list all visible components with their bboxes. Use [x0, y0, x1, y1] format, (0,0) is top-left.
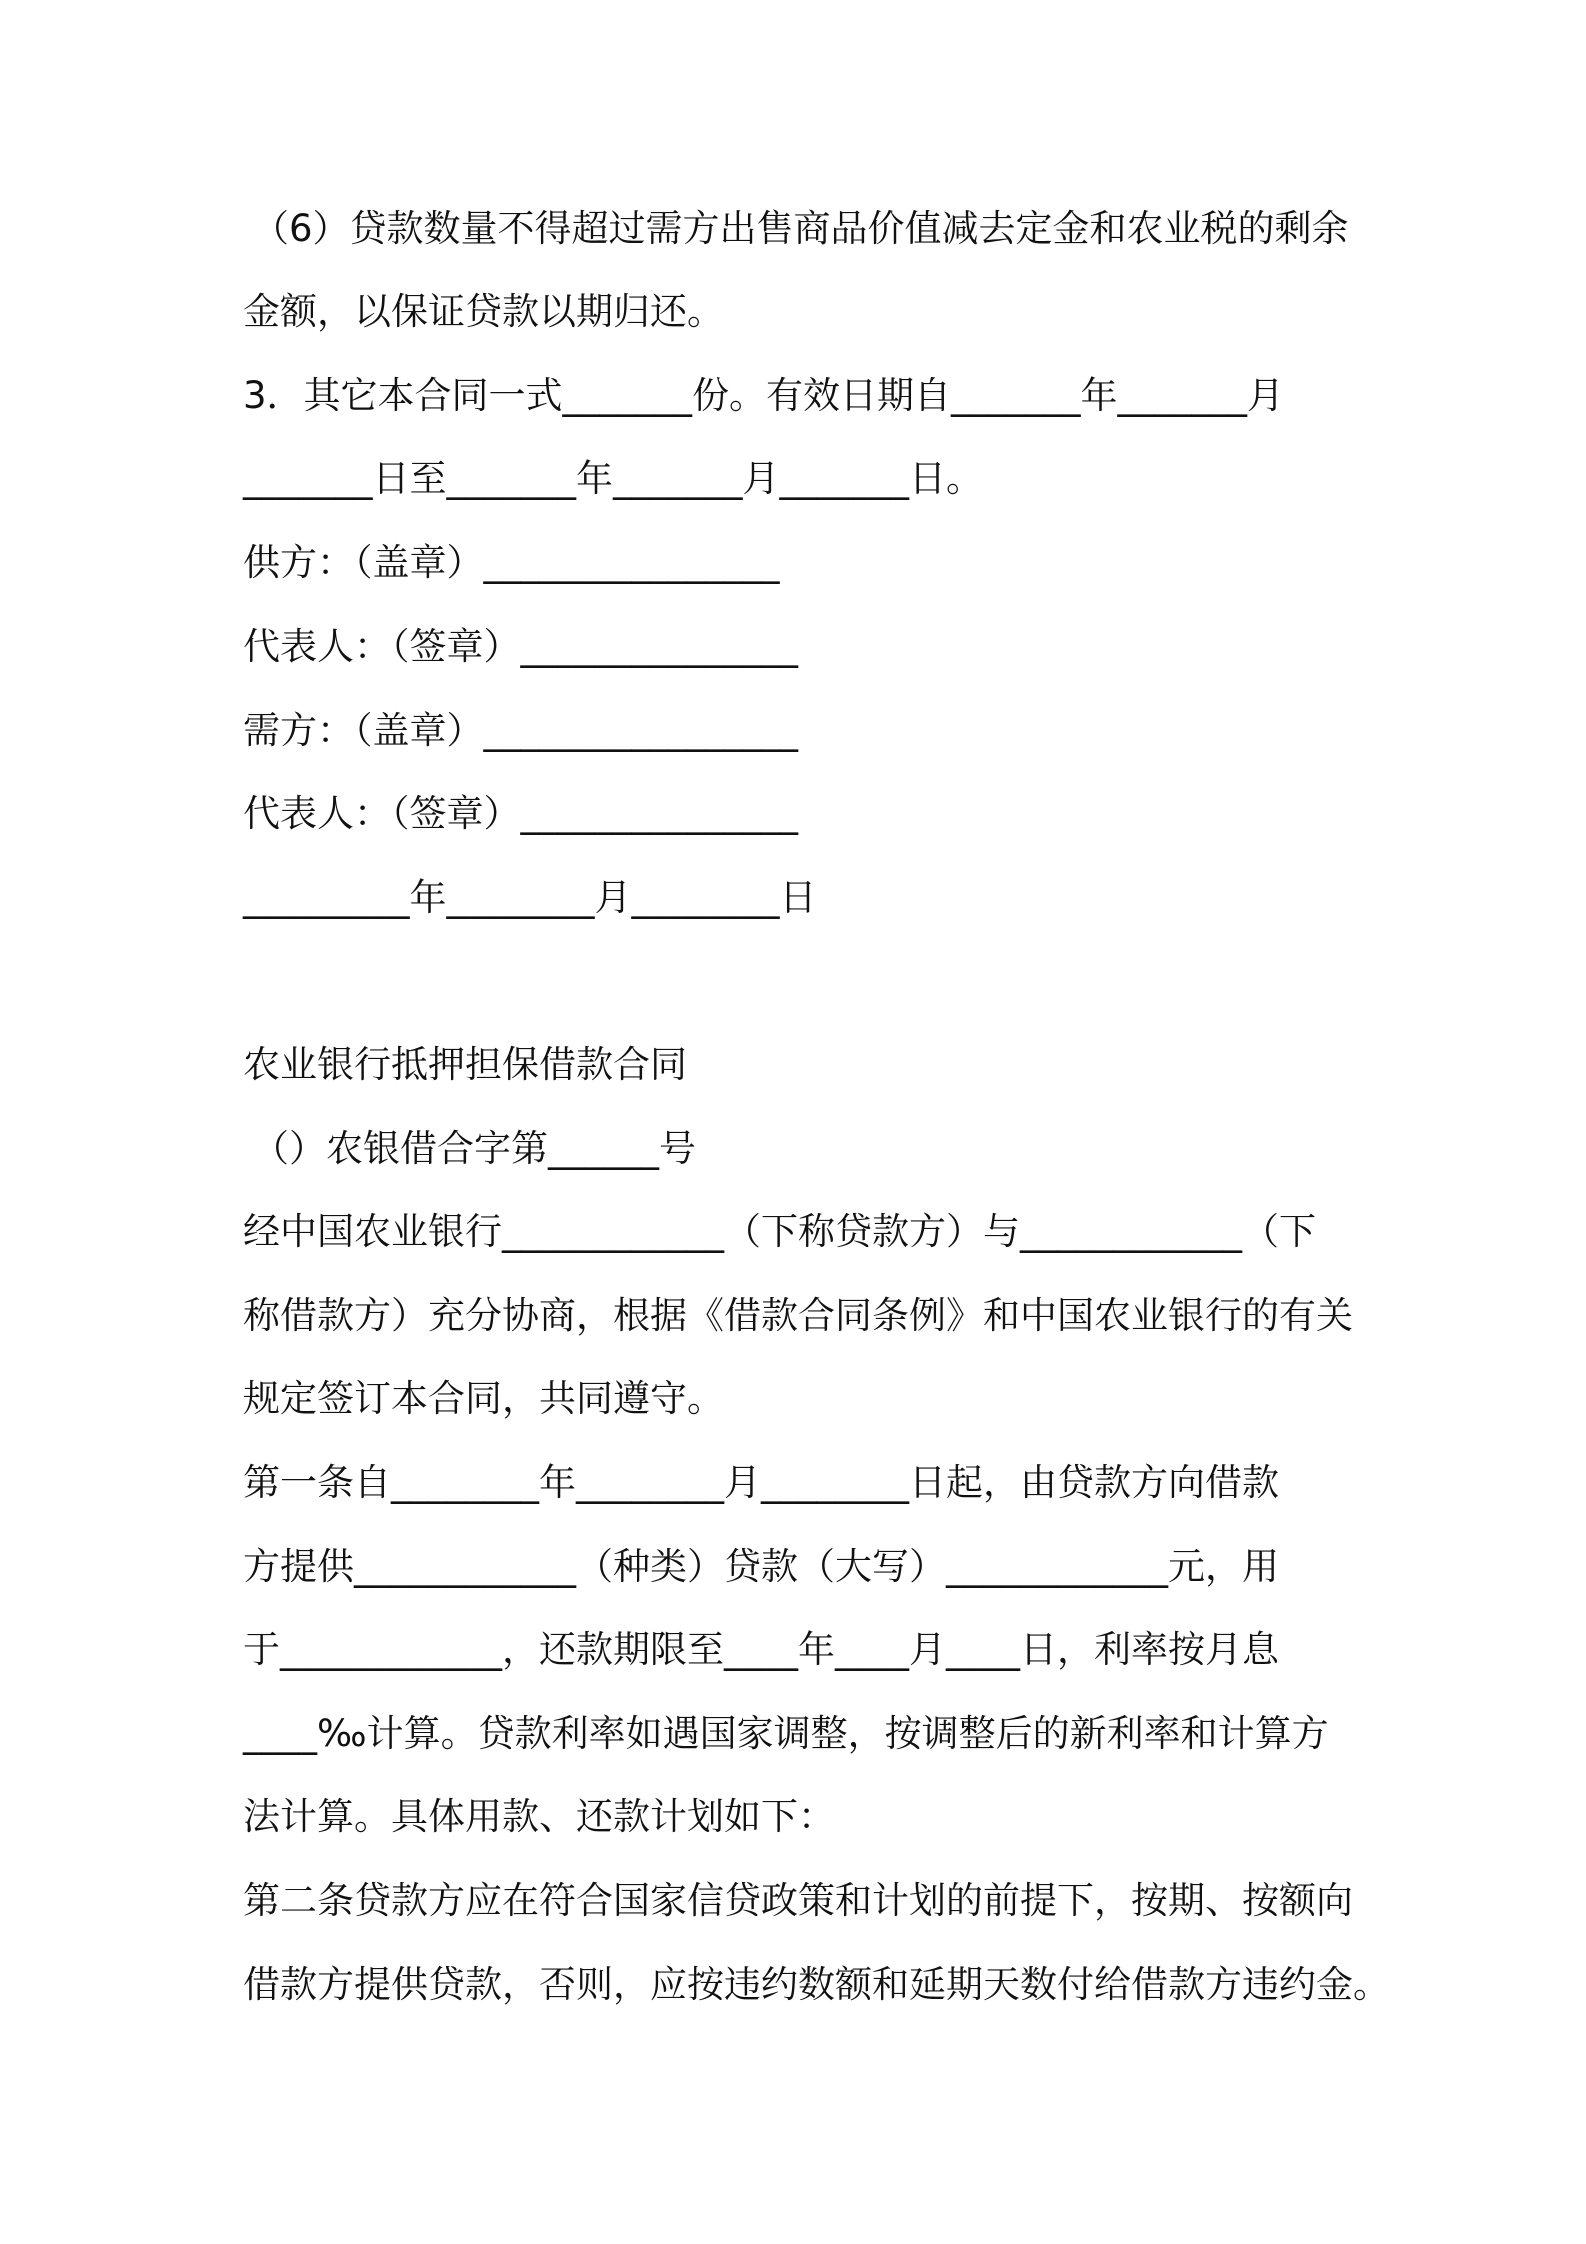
buyer-representative-line: 代表人：（签章）_______________ [243, 792, 798, 835]
clause-6-line-1: （6）贷款数量不得超过需方出售商品价值减去定金和农业税的剩余 [252, 207, 1349, 250]
other-terms-line-2: _______日至_______年_______月_______日。 [243, 457, 983, 500]
article-1-line-2: 方提供____________（种类）贷款（大写）____________元，用 [243, 1545, 1279, 1588]
contract-title: 农业银行抵押担保借款合同 [243, 1043, 687, 1086]
supplier-seal-line: 供方：（盖章）________________ [243, 541, 780, 584]
article-2-line-1: 第二条贷款方应在符合国家信贷政策和计划的前提下，按期、按额向 [243, 1879, 1353, 1922]
article-2-line-2: 借款方提供贷款，否则，应按违约数额和延期天数付给借款方违约金。 [243, 1963, 1390, 2006]
article-1-line-3: 于____________，还款期限至____年____月____日，利率按月息 [243, 1628, 1279, 1671]
preamble-line-1: 经中国农业银行____________（下称贷款方）与____________（下 [243, 1210, 1316, 1253]
preamble-line-3: 规定签订本合同，共同遵守。 [243, 1377, 724, 1420]
article-1-line-1: 第一条自________年________月________日起，由贷款方向借款 [243, 1461, 1279, 1504]
other-terms-line-1: 3．其它本合同一式_______份。有效日期自_______年_______月 [243, 374, 1285, 417]
article-1-line-5: 法计算。具体用款、还款计划如下： [243, 1795, 835, 1838]
article-1-line-4: ____‰计算。贷款利率如遇国家调整，按调整后的新利率和计算方 [243, 1712, 1329, 1755]
signing-date-line: _________年________月________日 [243, 876, 817, 919]
contract-number: （）农银借合字第______号 [252, 1127, 696, 1170]
preamble-line-2: 称借款方）充分协商，根据《借款合同条例》和中国农业银行的有关 [243, 1294, 1353, 1337]
buyer-seal-line: 需方：（盖章）_________________ [243, 709, 798, 752]
clause-6-line-2: 金额，以保证贷款以期归还。 [243, 290, 724, 333]
supplier-representative-line: 代表人：（签章）_______________ [243, 625, 798, 668]
